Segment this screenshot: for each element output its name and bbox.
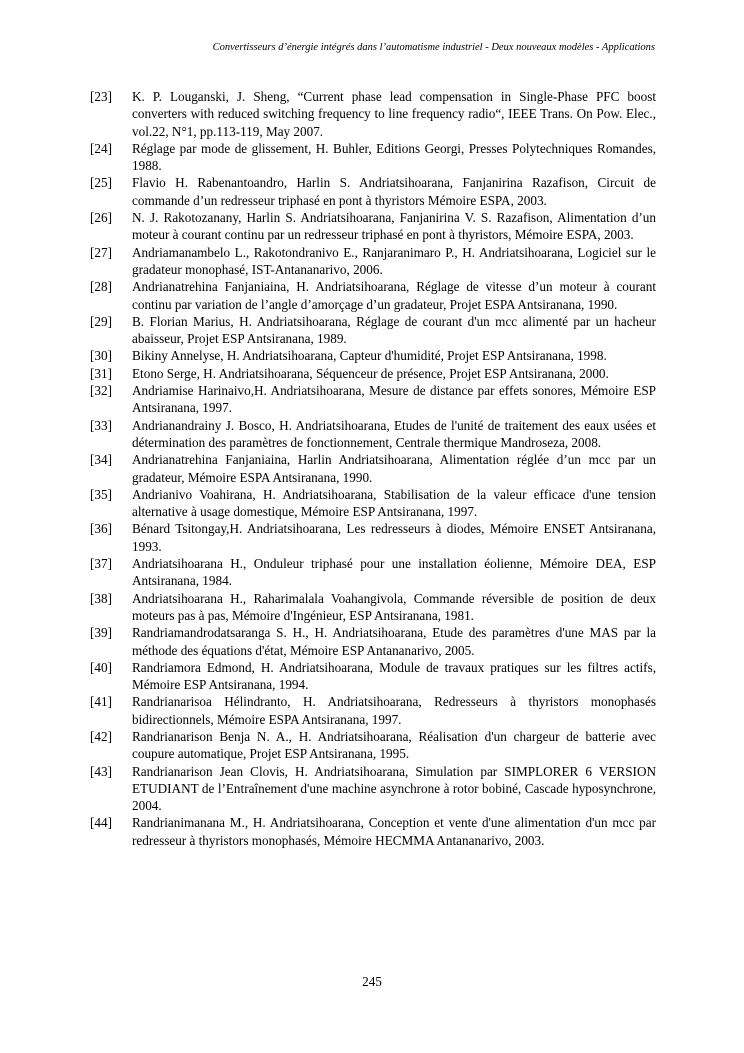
reference-item (90, 278, 656, 313)
reference-text: Réglage par mode de glissement, H. Buhler, Editions Georgi, Presses Polytechniques Romandes, 1988. (132, 140, 656, 174)
reference-text: Randriamora Edmond, H. Andriatsihoarana, Module de travaux pratiques sur les filtres actifs, Mémoire ESP Antsiranana, 1994. (132, 659, 656, 693)
reference-item (90, 365, 656, 382)
reference-number: [26] (90, 210, 112, 226)
reference-item (90, 693, 656, 728)
reference-item (90, 659, 656, 694)
reference-number: [43] (90, 763, 112, 779)
reference-item (90, 624, 656, 659)
reference-list (90, 88, 656, 849)
reference-text: N. J. Rakotozanany, Harlin S. Andriatsihoarana, Fanjanirina V. S. Razafison, Alimentation d’un moteur à courant continu par un redresseur triphasé en pont à thyristors, Mémoire ESPA, 2003. (132, 210, 656, 243)
reference-item (90, 347, 656, 364)
reference-number: [42] (90, 728, 112, 744)
reference-number: [27] (90, 244, 112, 260)
reference-item (90, 520, 656, 555)
reference-text: Etono Serge, H. Andriatsihoarana, Séquenceur de présence, Projet ESP Antsiranana, 2000. (132, 365, 609, 381)
reference-text: Andrianatrehina Fanjaniaina, Harlin Andriatsihoarana, Alimentation réglée d’un mcc par un gradateur, Mémoire ESPA Antsiranana, 1990. (132, 452, 656, 485)
reference-item (90, 140, 656, 175)
reference-item (90, 88, 656, 140)
reference-item (90, 451, 656, 486)
reference-item (90, 382, 656, 417)
reference-item (90, 555, 656, 590)
reference-number: [33] (90, 417, 112, 433)
reference-text: Randriamandrodatsaranga S. H., H. Andriatsihoarana, Etude des paramètres d'une MAS par la méthode des équations d'état, Mémoire ESP Antananarivo, 2005. (132, 625, 656, 658)
reference-text: Andriamise Harinaivo,H. Andriatsihoarana, Mesure de distance par effets sonores, Mémoire ESP Antsiranana, 1997. (132, 383, 656, 416)
reference-item (90, 313, 656, 348)
reference-text: Andrianivo Voahirana, H. Andriatsihoarana, Stabilisation de la valeur efficace d'une tension alternative à usage domestique, Mémoire ESP Antsiranana, 1997. (132, 486, 656, 520)
reference-number: [28] (90, 279, 112, 295)
reference-text: Randrianarisoa Hélindranto, H. Andriatsihoarana, Redresseurs à thyristors monophasés bidirectionnels, Mémoire ESPA Antsiranana, 1997. (132, 694, 656, 727)
page-number: 245 (362, 974, 382, 989)
reference-item (90, 244, 656, 279)
reference-text: Bikiny Annelyse, H. Andriatsihoarana, Capteur d'humidité, Projet ESP Antsiranana, 1998. (132, 348, 607, 364)
reference-number: [23] (90, 89, 112, 104)
reference-item (90, 174, 656, 209)
reference-item (90, 590, 656, 625)
reference-text: Andrianandrainy J. Bosco, H. Andriatsihoarana, Etudes de l'unité de traitement des eaux usées et détermination des paramètres de fonctionnement, Centrale thermique Mandroseza, 2008. (132, 417, 656, 450)
reference-text: Randrianarison Jean Clovis, H. Andriatsihoarana, Simulation par SIMPLORER 6 VERSION ETUDIANT de l’Entraînement d'une machine asynchrone à rotor bobiné, Cascade hyposynchrone, 2004. (132, 763, 656, 814)
reference-text: Andriamanambelo L., Rakotondranivo E., Ranjaranimaro P., H. Andriatsihoarana, Logiciel sur le gradateur monophasé, IST-Antananarivo, 2006. (132, 244, 656, 277)
reference-item (90, 763, 656, 815)
reference-text: Randrianimanana M., H. Andriatsihoarana, Conception et vente d'une alimentation d'un mcc par redresseur à thyristors monophasés, Mémoire HECMMA Antananarivo, 2003. (132, 815, 656, 848)
reference-item (90, 417, 656, 452)
reference-text: Andriatsihoarana H., Onduleur triphasé pour une installation éolienne, Mémoire DEA, ESP Antsiranana, 1984. (132, 556, 656, 589)
reference-number: [34] (90, 452, 112, 468)
reference-number: [30] (90, 348, 112, 364)
reference-number: [25] (90, 175, 112, 191)
reference-item (90, 209, 656, 244)
reference-number: [36] (90, 521, 112, 537)
reference-text: Flavio H. Rabenantoandro, Harlin S. Andriatsihoarana, Fanjanirina Razafison, Circuit de commande d’un redresseur triphasé en pont à thyristors Mémoire ESPA, 2003. (132, 175, 656, 208)
reference-number: [41] (90, 694, 112, 710)
reference-number: [40] (90, 659, 112, 675)
reference-number: [24] (90, 140, 112, 156)
reference-number: [29] (90, 313, 112, 329)
reference-item (90, 814, 656, 849)
reference-text: Bénard Tsitongay,H. Andriatsihoarana, Les redresseurs à diodes, Mémoire ENSET Antsiranana, 1993. (132, 521, 656, 554)
reference-text: Andrianatrehina Fanjaniaina, H. Andriatsihoarana, Réglage de vitesse d’un moteur à courant continu par variation de l’angle d’amorçage d’un gradateur, Projet ESPA Antsiranana, 1990. (132, 279, 656, 312)
reference-text: K. P. Louganski, J. Sheng, “Current phase lead compensation in Single-Phase PFC boost converters with reduced switching frequency to line frequency radio“, IEEE Trans. On Pow. Elec., vol.22, N°1, pp.113-119, May 2007. (132, 89, 656, 139)
reference-number: [38] (90, 590, 112, 606)
reference-number: [35] (90, 486, 112, 502)
reference-number: [44] (90, 815, 112, 831)
reference-text: B. Florian Marius, H. Andriatsihoarana, Réglage de courant d'un mcc alimenté par un hacheur abaisseur, Projet ESP Antsiranana, 1989. (132, 313, 656, 347)
reference-number: [32] (90, 383, 112, 399)
running-header: Convertisseurs d’énergie intégrés dans l’automatisme industriel - Deux nouveaux modèles - Applications (212, 42, 655, 53)
reference-number: [37] (90, 556, 112, 572)
reference-number: [31] (90, 365, 112, 381)
reference-item (90, 486, 656, 521)
reference-number: [39] (90, 625, 112, 641)
reference-text: Andriatsihoarana H., Raharimalala Voahangivola, Commande réversible de position de deux moteurs pas à pas, Mémoire d'Ingénieur, ESP Antsiranana, 1981. (132, 590, 656, 623)
reference-text: Randrianarison Benja N. A., H. Andriatsihoarana, Réalisation d'un chargeur de batterie avec coupure automatique, Projet ESP Antsiranana, 1995. (132, 728, 656, 762)
reference-item (90, 728, 656, 763)
